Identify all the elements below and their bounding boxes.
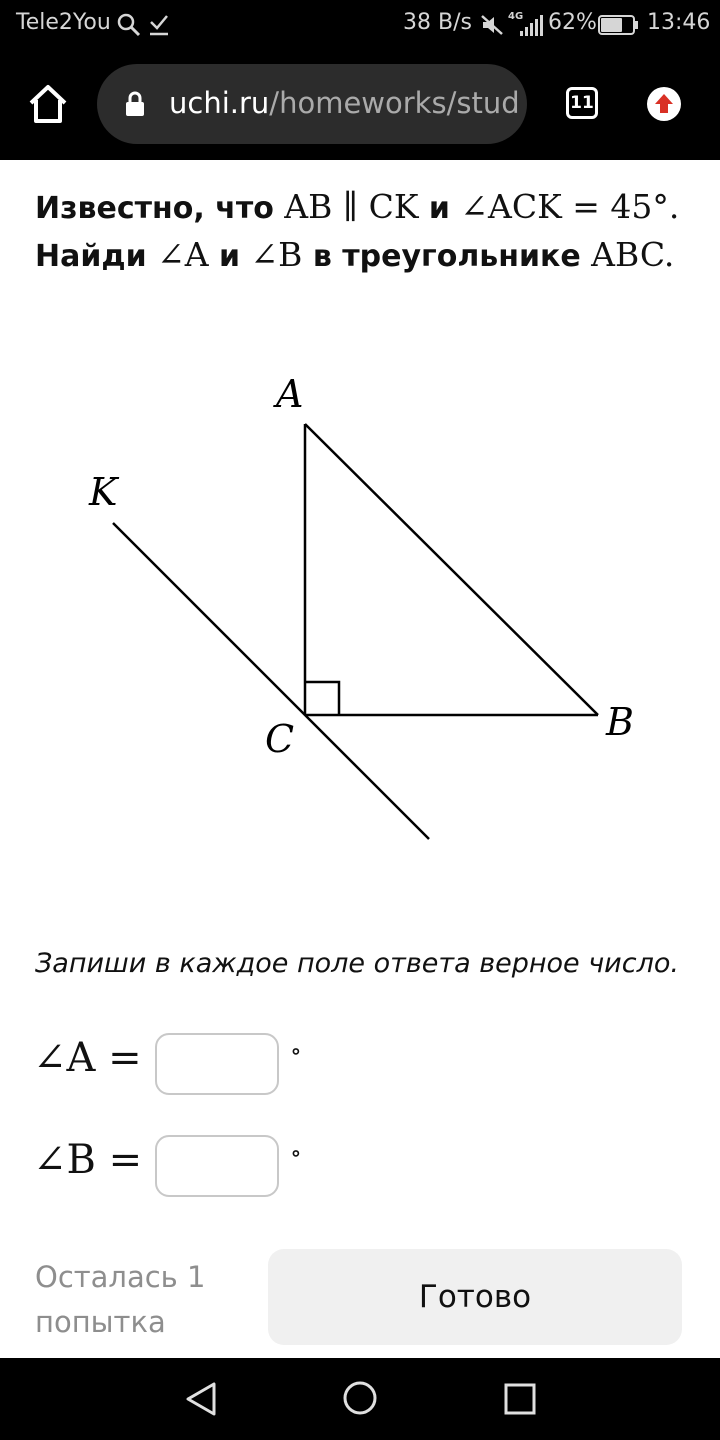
done-button[interactable]: Готово — [268, 1249, 682, 1345]
task-math: ∠ACK = 45°. — [460, 187, 680, 226]
task-text: Известно, что — [35, 191, 285, 226]
lock-icon — [124, 91, 146, 117]
task-math: ∠A — [157, 235, 209, 274]
status-bar — [0, 0, 720, 50]
carrier-name: Tele2You — [16, 10, 111, 35]
task-math: ∠B — [250, 235, 303, 274]
task-text: и — [208, 239, 251, 274]
angle-a-input[interactable] — [155, 1033, 279, 1095]
home-icon[interactable] — [27, 83, 69, 125]
label-a: A — [276, 372, 304, 416]
task-math: AB ∥ CK — [284, 187, 419, 226]
geometry-diagram — [0, 160, 720, 920]
answer-instruction: Запиши в каждое поле ответа верное число. — [35, 948, 679, 979]
url-domain: uchi.ru — [169, 86, 270, 120]
task-text: в треугольнике — [302, 239, 592, 274]
signal-icon — [508, 14, 544, 38]
navigation-bar — [0, 1358, 720, 1440]
battery-icon — [598, 15, 640, 35]
right-angle-mark — [305, 682, 339, 715]
download-done-icon — [148, 13, 170, 37]
back-icon[interactable] — [184, 1381, 218, 1417]
label-c: C — [265, 717, 295, 761]
angle-a-label: ∠A = — [33, 1035, 142, 1081]
net-speed: 38 B/s — [403, 10, 472, 35]
url-text — [169, 86, 520, 120]
degree-symbol: ∘ — [290, 1037, 302, 1065]
search-icon — [117, 13, 141, 37]
mute-icon — [480, 13, 504, 37]
side-ab — [305, 424, 598, 715]
label-b: B — [606, 700, 634, 744]
degree-symbol: ∘ — [290, 1139, 302, 1167]
task-text: Найди — [35, 239, 158, 274]
page-content — [0, 160, 720, 1358]
battery-percent: 62% — [548, 10, 597, 35]
url-path: /homeworks/stud — [269, 86, 520, 120]
task-math: ABC. — [591, 235, 675, 274]
angle-b-label: ∠B = — [33, 1137, 143, 1183]
label-k: K — [89, 470, 118, 514]
clock: 13:46 — [647, 10, 711, 35]
tab-switcher-button[interactable]: 11 — [566, 87, 598, 119]
task-text: и — [418, 191, 461, 226]
recents-icon[interactable] — [503, 1382, 537, 1416]
home-nav-icon[interactable] — [342, 1380, 378, 1416]
update-available-icon[interactable] — [646, 86, 682, 122]
browser-toolbar — [0, 50, 720, 160]
network-type: 4G — [508, 11, 524, 22]
line-ck — [113, 523, 429, 839]
angle-b-input[interactable] — [155, 1135, 279, 1197]
address-bar[interactable] — [97, 64, 527, 144]
attempts-remaining: Осталась 1 попытка — [35, 1260, 206, 1339]
